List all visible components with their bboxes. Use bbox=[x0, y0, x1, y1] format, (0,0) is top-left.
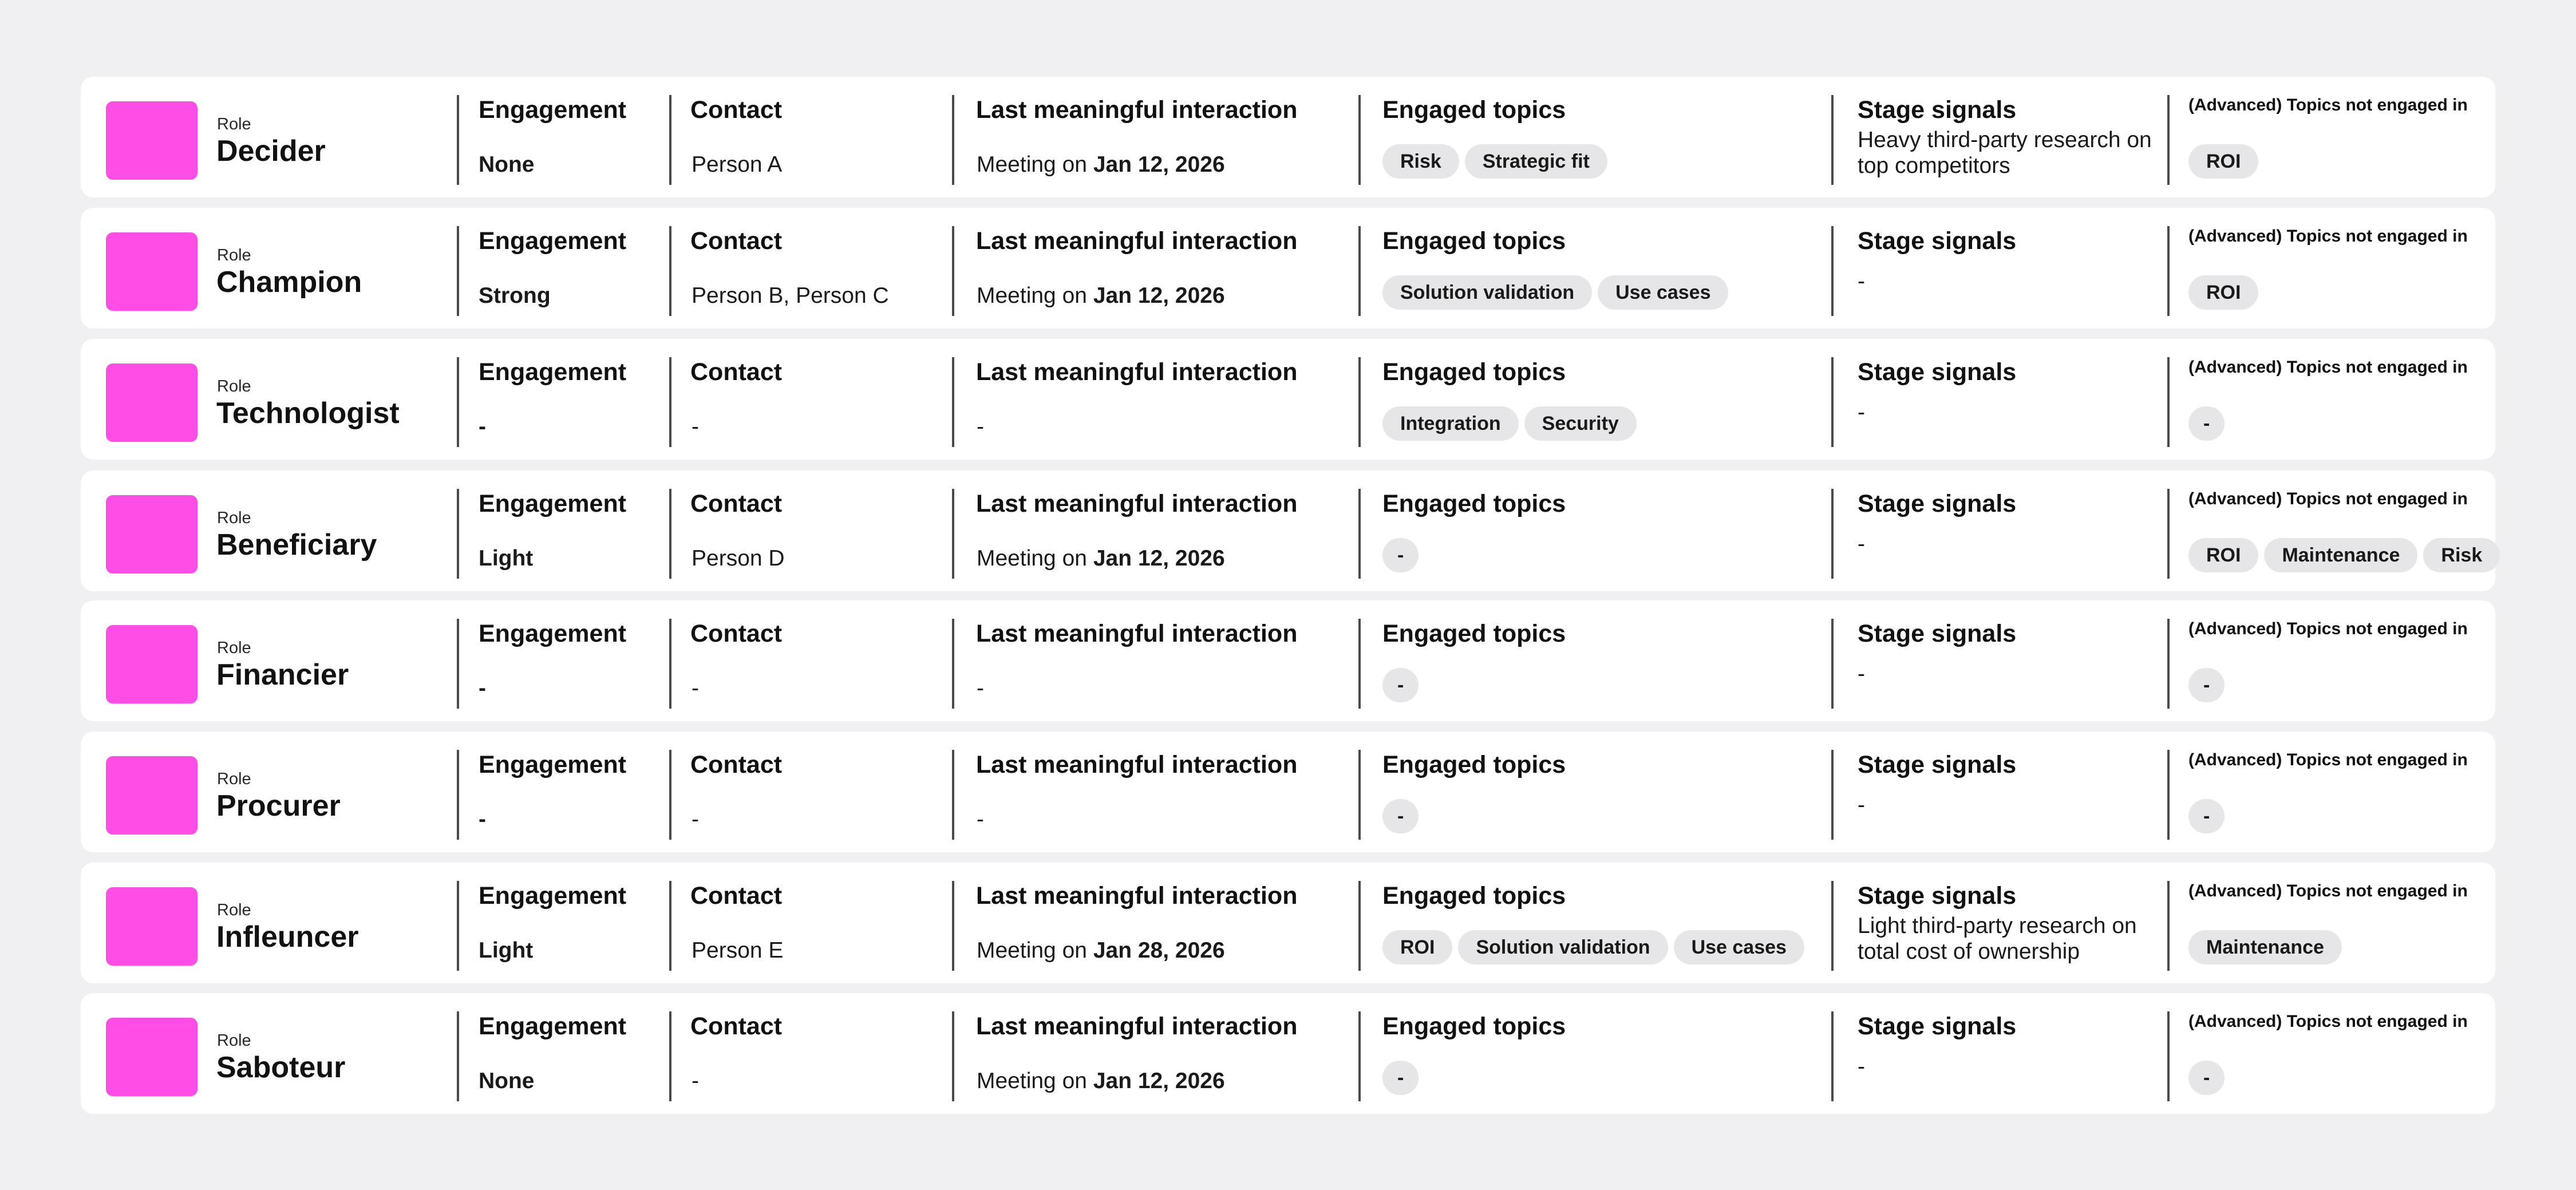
engagement-header: Engagement bbox=[479, 96, 627, 124]
stage-signals-header: Stage signals bbox=[1858, 227, 2017, 255]
role-name: Financier bbox=[216, 658, 349, 691]
engaged-topics-header: Engaged topics bbox=[1382, 490, 1566, 517]
not-engaged-header: (Advanced) Topics not engaged in bbox=[2188, 750, 2468, 769]
engaged-topics-pills bbox=[1382, 799, 1419, 833]
column-divider bbox=[952, 1011, 954, 1101]
column-divider bbox=[1831, 226, 1834, 316]
topic-pill-dash: - bbox=[1382, 1061, 1419, 1095]
role-card-procurer[interactable] bbox=[81, 732, 2495, 852]
contact-header: Contact bbox=[690, 358, 783, 386]
contact-value: - bbox=[692, 1069, 699, 1093]
column-divider bbox=[457, 357, 459, 447]
stage-signal-value: Light third-party research on total cost of ownership bbox=[1858, 914, 2137, 964]
last-interaction-header: Last meaningful interaction bbox=[976, 358, 1298, 386]
column-divider bbox=[669, 226, 671, 316]
stage-signals-header: Stage signals bbox=[1858, 751, 2017, 778]
engaged-topics-pills bbox=[1382, 538, 1419, 572]
role-caption: Role bbox=[217, 509, 251, 527]
stage-signals-header: Stage signals bbox=[1858, 882, 2017, 910]
column-divider bbox=[1358, 357, 1361, 447]
column-divider bbox=[457, 750, 459, 840]
role-swatch bbox=[106, 756, 197, 835]
topic-pill-use-cases: Use cases bbox=[1598, 275, 1728, 310]
role-swatch bbox=[106, 495, 197, 574]
engaged-topics-pills bbox=[1382, 275, 1728, 310]
topic-pill-dash: - bbox=[1382, 538, 1419, 572]
column-divider bbox=[2167, 489, 2170, 579]
engaged-topics-pills bbox=[1382, 668, 1419, 702]
column-divider bbox=[1358, 95, 1361, 185]
not-engaged-column bbox=[2188, 993, 2472, 1114]
topic-pill-maintenance: Maintenance bbox=[2188, 930, 2342, 964]
engagement-header: Engagement bbox=[479, 227, 627, 255]
role-caption: Role bbox=[217, 377, 251, 396]
role-name: Champion bbox=[216, 266, 362, 299]
contact-value: Person A bbox=[692, 152, 783, 177]
column-divider bbox=[457, 95, 459, 185]
not-engaged-header: (Advanced) Topics not engaged in bbox=[2188, 227, 2468, 246]
topic-pill-dash: - bbox=[2188, 668, 2225, 702]
engaged-topics-header: Engaged topics bbox=[1382, 358, 1566, 386]
engaged-topics-pills bbox=[1382, 1061, 1419, 1095]
not-engaged-header: (Advanced) Topics not engaged in bbox=[2188, 881, 2468, 900]
not-engaged-column bbox=[2188, 339, 2472, 460]
last-interaction-header: Last meaningful interaction bbox=[976, 882, 1298, 910]
interaction-date: Jan 28, 2026 bbox=[1093, 938, 1225, 963]
column-divider bbox=[1358, 881, 1361, 971]
contact-header: Contact bbox=[690, 490, 783, 517]
column-divider bbox=[952, 750, 954, 840]
last-interaction-header: Last meaningful interaction bbox=[976, 96, 1298, 124]
stage-signals-header: Stage signals bbox=[1858, 620, 2017, 647]
engagement-value: Strong bbox=[479, 283, 551, 308]
stage-signal-value: - bbox=[1858, 662, 1865, 686]
column-divider bbox=[1831, 881, 1834, 971]
role-swatch bbox=[106, 625, 197, 703]
engagement-value: None bbox=[479, 152, 535, 177]
interaction-prefix: Meeting on bbox=[977, 546, 1093, 571]
column-divider bbox=[952, 881, 954, 971]
role-swatch bbox=[106, 363, 197, 442]
contact-value: Person B, Person C bbox=[692, 283, 889, 308]
last-interaction-value bbox=[977, 938, 1225, 963]
not-engaged-pills bbox=[2188, 930, 2342, 964]
contact-value: Person E bbox=[692, 938, 784, 963]
interaction-date: Jan 12, 2026 bbox=[1093, 283, 1225, 308]
topic-pill-maintenance: Maintenance bbox=[2264, 538, 2417, 572]
column-divider bbox=[1831, 357, 1834, 447]
role-caption: Role bbox=[217, 246, 251, 264]
not-engaged-column bbox=[2188, 471, 2483, 591]
role-swatch bbox=[106, 1018, 197, 1096]
role-swatch bbox=[106, 101, 197, 180]
not-engaged-pills bbox=[2188, 799, 2225, 833]
stage-signal-value: - bbox=[1858, 1054, 1865, 1079]
interaction-prefix: - bbox=[977, 807, 984, 832]
last-interaction-header: Last meaningful interaction bbox=[976, 227, 1298, 255]
engagement-value: Light bbox=[479, 546, 534, 571]
last-interaction-value bbox=[977, 414, 984, 440]
column-divider bbox=[1831, 1011, 1834, 1101]
stage-signal-value: Heavy third-party research on top competitors bbox=[1858, 128, 2152, 178]
engagement-value: - bbox=[479, 414, 486, 439]
contact-value: - bbox=[692, 676, 699, 701]
topic-pill-dash: - bbox=[2188, 406, 2225, 441]
topic-pill-solution-validation: Solution validation bbox=[1458, 930, 1668, 964]
not-engaged-header: (Advanced) Topics not engaged in bbox=[2188, 1012, 2468, 1031]
role-caption: Role bbox=[217, 115, 251, 133]
contact-value: Person D bbox=[692, 546, 785, 571]
not-engaged-header: (Advanced) Topics not engaged in bbox=[2188, 358, 2468, 377]
column-divider bbox=[2167, 226, 2170, 316]
interaction-prefix: Meeting on bbox=[977, 938, 1093, 963]
last-interaction-header: Last meaningful interaction bbox=[976, 490, 1298, 517]
not-engaged-header: (Advanced) Topics not engaged in bbox=[2188, 619, 2468, 638]
last-interaction-value bbox=[977, 676, 984, 701]
interaction-date: Jan 12, 2026 bbox=[1093, 546, 1225, 571]
engaged-topics-header: Engaged topics bbox=[1382, 751, 1566, 778]
engaged-topics-header: Engaged topics bbox=[1382, 882, 1566, 910]
engagement-value: - bbox=[479, 807, 486, 832]
column-divider bbox=[1831, 619, 1834, 709]
column-divider bbox=[457, 489, 459, 579]
engaged-topics-pills bbox=[1382, 930, 1804, 964]
role-caption: Role bbox=[217, 901, 251, 919]
last-interaction-header: Last meaningful interaction bbox=[976, 620, 1298, 647]
column-divider bbox=[457, 881, 459, 971]
role-name: Beneficiary bbox=[216, 528, 377, 562]
role-name: Saboteur bbox=[216, 1051, 346, 1084]
role-swatch bbox=[106, 887, 197, 966]
topic-pill-roi: ROI bbox=[1382, 930, 1452, 964]
role-card-technologist[interactable] bbox=[81, 339, 2495, 460]
interaction-prefix: - bbox=[977, 414, 984, 439]
column-divider bbox=[2167, 357, 2170, 447]
last-interaction-header: Last meaningful interaction bbox=[976, 751, 1298, 778]
column-divider bbox=[2167, 95, 2170, 185]
column-divider bbox=[1831, 489, 1834, 579]
engagement-header: Engagement bbox=[479, 1013, 627, 1040]
column-divider bbox=[457, 226, 459, 316]
contact-header: Contact bbox=[690, 620, 783, 647]
not-engaged-pills bbox=[2188, 144, 2258, 179]
role-card-saboteur[interactable] bbox=[81, 993, 2495, 1114]
role-caption: Role bbox=[217, 1031, 251, 1050]
topic-pill-dash: - bbox=[2188, 799, 2225, 833]
contact-header: Contact bbox=[690, 1013, 783, 1040]
topic-pill-risk: Risk bbox=[1382, 144, 1459, 179]
contact-value: - bbox=[692, 414, 699, 439]
role-card-financier[interactable] bbox=[81, 600, 2495, 721]
column-divider bbox=[457, 1011, 459, 1101]
contact-value: - bbox=[692, 807, 699, 832]
contact-header: Contact bbox=[690, 96, 783, 124]
not-engaged-column bbox=[2188, 600, 2472, 721]
column-divider bbox=[669, 619, 671, 709]
column-divider bbox=[669, 357, 671, 447]
not-engaged-column bbox=[2188, 77, 2472, 197]
stage-signal-value: - bbox=[1858, 532, 1865, 556]
engagement-header: Engagement bbox=[479, 490, 627, 517]
last-interaction-value bbox=[977, 283, 1225, 309]
topic-pill-roi: ROI bbox=[2188, 144, 2258, 179]
topic-pill-roi: ROI bbox=[2188, 275, 2258, 310]
column-divider bbox=[952, 95, 954, 185]
column-divider bbox=[2167, 1011, 2170, 1101]
stage-signal-value: - bbox=[1858, 400, 1865, 425]
not-engaged-pills bbox=[2188, 538, 2500, 572]
topic-pill-integration: Integration bbox=[1382, 406, 1519, 441]
role-name: Procurer bbox=[216, 789, 341, 823]
column-divider bbox=[669, 1011, 671, 1101]
column-divider bbox=[457, 619, 459, 709]
topic-pill-security: Security bbox=[1524, 406, 1637, 441]
column-divider bbox=[952, 226, 954, 316]
stage-signals-header: Stage signals bbox=[1858, 1013, 2017, 1040]
interaction-prefix: - bbox=[977, 676, 984, 701]
column-divider bbox=[1831, 750, 1834, 840]
column-divider bbox=[669, 95, 671, 185]
engagement-header: Engagement bbox=[479, 751, 627, 778]
engagement-header: Engagement bbox=[479, 620, 627, 647]
contact-header: Contact bbox=[690, 227, 783, 255]
engaged-topics-pills bbox=[1382, 144, 1607, 179]
column-divider bbox=[669, 489, 671, 579]
role-name: Technologist bbox=[216, 397, 400, 430]
column-divider bbox=[1358, 489, 1361, 579]
not-engaged-header: (Advanced) Topics not engaged in bbox=[2188, 489, 2468, 508]
column-divider bbox=[2167, 881, 2170, 971]
engaged-topics-header: Engaged topics bbox=[1382, 227, 1566, 255]
column-divider bbox=[1358, 1011, 1361, 1101]
column-divider bbox=[952, 489, 954, 579]
role-card-infleuncer[interactable] bbox=[81, 863, 2495, 983]
stage-signal-value: - bbox=[1858, 793, 1865, 817]
last-interaction-value bbox=[977, 546, 1225, 571]
column-divider bbox=[952, 619, 954, 709]
not-engaged-pills bbox=[2188, 668, 2225, 702]
interaction-prefix: Meeting on bbox=[977, 152, 1093, 177]
not-engaged-header: (Advanced) Topics not engaged in bbox=[2188, 96, 2468, 114]
topic-pill-solution-validation: Solution validation bbox=[1382, 275, 1592, 310]
topic-pill-dash: - bbox=[2188, 1061, 2225, 1095]
engagement-header: Engagement bbox=[479, 882, 627, 910]
interaction-prefix: Meeting on bbox=[977, 283, 1093, 308]
stage-signals-header: Stage signals bbox=[1858, 96, 2017, 124]
not-engaged-column bbox=[2188, 863, 2472, 983]
interaction-prefix: Meeting on bbox=[977, 1069, 1093, 1093]
role-name: Decider bbox=[216, 135, 326, 168]
topic-pill-risk: Risk bbox=[2423, 538, 2500, 572]
column-divider bbox=[1358, 619, 1361, 709]
engaged-topics-header: Engaged topics bbox=[1382, 1013, 1566, 1040]
column-divider bbox=[2167, 750, 2170, 840]
column-divider bbox=[1358, 226, 1361, 316]
role-swatch bbox=[106, 232, 197, 311]
last-interaction-value bbox=[977, 1069, 1225, 1094]
role-card-decider[interactable] bbox=[81, 77, 2495, 197]
engaged-topics-header: Engaged topics bbox=[1382, 96, 1566, 124]
stage-signals-header: Stage signals bbox=[1858, 490, 2017, 517]
engagement-header: Engagement bbox=[479, 358, 627, 386]
topic-pill-dash: - bbox=[1382, 799, 1419, 833]
engagement-value: - bbox=[479, 676, 486, 701]
role-caption: Role bbox=[217, 639, 251, 657]
last-interaction-header: Last meaningful interaction bbox=[976, 1013, 1298, 1040]
column-divider bbox=[952, 357, 954, 447]
column-divider bbox=[2167, 619, 2170, 709]
topic-pill-roi: ROI bbox=[2188, 538, 2258, 572]
not-engaged-pills bbox=[2188, 406, 2225, 441]
column-divider bbox=[669, 750, 671, 840]
topic-pill-use-cases: Use cases bbox=[1674, 930, 1804, 964]
last-interaction-value bbox=[977, 152, 1225, 177]
column-divider bbox=[1831, 95, 1834, 185]
column-divider bbox=[669, 881, 671, 971]
interaction-date: Jan 12, 2026 bbox=[1093, 152, 1225, 177]
role-name: Infleuncer bbox=[216, 920, 359, 954]
not-engaged-column bbox=[2188, 208, 2472, 329]
not-engaged-pills bbox=[2188, 1061, 2225, 1095]
role-card-champion[interactable] bbox=[81, 208, 2495, 329]
stage-signal-value: - bbox=[1858, 269, 1865, 294]
contact-header: Contact bbox=[690, 882, 783, 910]
engagement-value: Light bbox=[479, 938, 534, 963]
topic-pill-strategic-fit: Strategic fit bbox=[1465, 144, 1607, 179]
not-engaged-column bbox=[2188, 732, 2472, 852]
stage-signals-header: Stage signals bbox=[1858, 358, 2017, 386]
role-card-beneficiary[interactable] bbox=[81, 471, 2495, 591]
role-caption: Role bbox=[217, 770, 251, 788]
engaged-topics-header: Engaged topics bbox=[1382, 620, 1566, 647]
interaction-date: Jan 12, 2026 bbox=[1093, 1069, 1225, 1093]
topic-pill-dash: - bbox=[1382, 668, 1419, 702]
contact-header: Contact bbox=[690, 751, 783, 778]
not-engaged-pills bbox=[2188, 275, 2258, 310]
engagement-value: None bbox=[479, 1069, 535, 1093]
engaged-topics-pills bbox=[1382, 406, 1637, 441]
column-divider bbox=[1358, 750, 1361, 840]
last-interaction-value bbox=[977, 807, 984, 832]
